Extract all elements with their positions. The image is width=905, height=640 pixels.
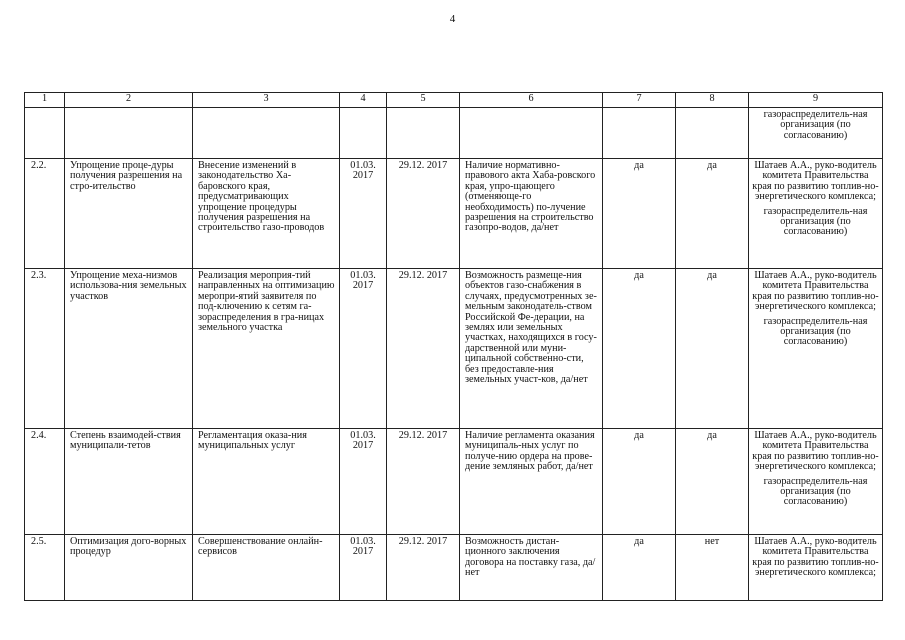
value-cell: да (676, 269, 749, 429)
column-header: 6 (460, 93, 603, 108)
column-header: 2 (65, 93, 193, 108)
table-cell (65, 108, 193, 159)
value-cell: да (603, 429, 676, 535)
value-cell: да (603, 535, 676, 601)
end-date-cell: 29.12. 2017 (387, 159, 460, 269)
responsible-text: Шатаев А.А., руко-водитель комитета Правительства края по развитию топлив-но-энергетического комплекса; (752, 160, 879, 203)
value-cell: да (676, 429, 749, 535)
indicator-cell: Наличие нормативно-правового акта Хаба-ровского края, упро-щающего (отменяюще-го необходимость) по-лучение разрешения на строительство газопро-водов, да/нет (460, 159, 603, 269)
indicator-cell: Возможность размеще-ния объектов газо-снабжения в случаях, предусмотренных зе-мельным законодатель-ством Российской Фе-дерации, на землях или земельных участках, находящихся в госу-дарственной или муни-ципальной собственно-сти, без предоставле-ния земельных участ-ков, да/нет (460, 269, 603, 429)
value-cell: да (603, 269, 676, 429)
responsible-cell (749, 159, 883, 269)
measure-cell: Совершенствование онлайн-сервисов (193, 535, 340, 601)
indicator-cell: Возможность дистан-ционного заключения договора на поставку газа, да/нет (460, 535, 603, 601)
end-date-cell: 29.12. 2017 (387, 429, 460, 535)
page-number: 4 (449, 13, 456, 25)
measure-cell: Внесение изменений в законодательство Ха-баровского края, предусматривающих упрощение процедуры получения разрешения на строительство газо-проводов (193, 159, 340, 269)
start-date-cell: 01.03. 2017 (340, 535, 387, 601)
responsible-text: Шатаев А.А., руко-водитель комитета Правительства края по развитию топлив-но-энергетического комплекса; (752, 536, 879, 579)
responsible-text: газораспределитель-ная организация (по согласованию) (763, 475, 868, 508)
continuation-row (25, 108, 883, 159)
value-cell: да (676, 159, 749, 269)
measures-table (24, 92, 883, 601)
responsible-text: Шатаев А.А., руко-водитель комитета Правительства края по развитию топлив-но-энергетического комплекса; (752, 430, 879, 473)
column-header: 4 (340, 93, 387, 108)
column-header: 1 (25, 93, 65, 108)
item-number-cell: 2.2. (25, 159, 65, 269)
responsible-text: газораспределитель-ная организация (по согласованию) (763, 315, 868, 348)
start-date-cell: 01.03. 2017 (340, 429, 387, 535)
end-date-cell: 29.12. 2017 (387, 269, 460, 429)
responsible-cell (749, 108, 883, 159)
table-cell (387, 108, 460, 159)
start-date-cell: 01.03. 2017 (340, 269, 387, 429)
start-date-cell: 01.03. 2017 (340, 159, 387, 269)
item-number-cell: 2.3. (25, 269, 65, 429)
measure-cell: Регламентация оказа-ния муниципальных услуг (193, 429, 340, 535)
table-row (25, 429, 883, 535)
indicator-cell: Наличие регламента оказания муниципаль-ных услуг по получе-нию ордера на прове-дение земляных работ, да/нет (460, 429, 603, 535)
table-cell (340, 108, 387, 159)
value-cell: нет (676, 535, 749, 601)
item-name-cell: Упрощение меха-низмов использова-ния земельных участков (65, 269, 193, 429)
item-number-cell: 2.4. (25, 429, 65, 535)
responsible-text: газораспределитель-ная организация (по согласованию) (763, 109, 868, 141)
table-row (25, 159, 883, 269)
value-cell: да (603, 159, 676, 269)
column-header: 5 (387, 93, 460, 108)
table-cell (676, 108, 749, 159)
table-row (25, 269, 883, 429)
responsible-cell (749, 535, 883, 601)
responsible-text: Шатаев А.А., руко-водитель комитета Правительства края по развитию топлив-но-энергетического комплекса; (752, 270, 879, 313)
table-cell (603, 108, 676, 159)
column-header: 3 (193, 93, 340, 108)
table-cell (25, 108, 65, 159)
responsible-cell (749, 429, 883, 535)
column-header: 7 (603, 93, 676, 108)
end-date-cell: 29.12. 2017 (387, 535, 460, 601)
column-header: 8 (676, 93, 749, 108)
table-header-row (25, 93, 883, 108)
item-name-cell: Оптимизация дого-ворных процедур (65, 535, 193, 601)
item-name-cell: Упрощение проце-дуры получения разрешения на стро-ительство (65, 159, 193, 269)
responsible-cell (749, 269, 883, 429)
column-header: 9 (749, 93, 883, 108)
table-row (25, 535, 883, 601)
responsible-text: газораспределитель-ная организация (по согласованию) (763, 205, 868, 238)
item-number-cell: 2.5. (25, 535, 65, 601)
table-cell (460, 108, 603, 159)
item-name-cell: Степень взаимодей-ствия муниципали-тетов (65, 429, 193, 535)
measure-cell: Реализация мероприя-тий направленных на оптимизацию меропри-ятий заявителя по под-ключению к сетям га-зораспределения в гра-ницах земельного участка (193, 269, 340, 429)
table-cell (193, 108, 340, 159)
